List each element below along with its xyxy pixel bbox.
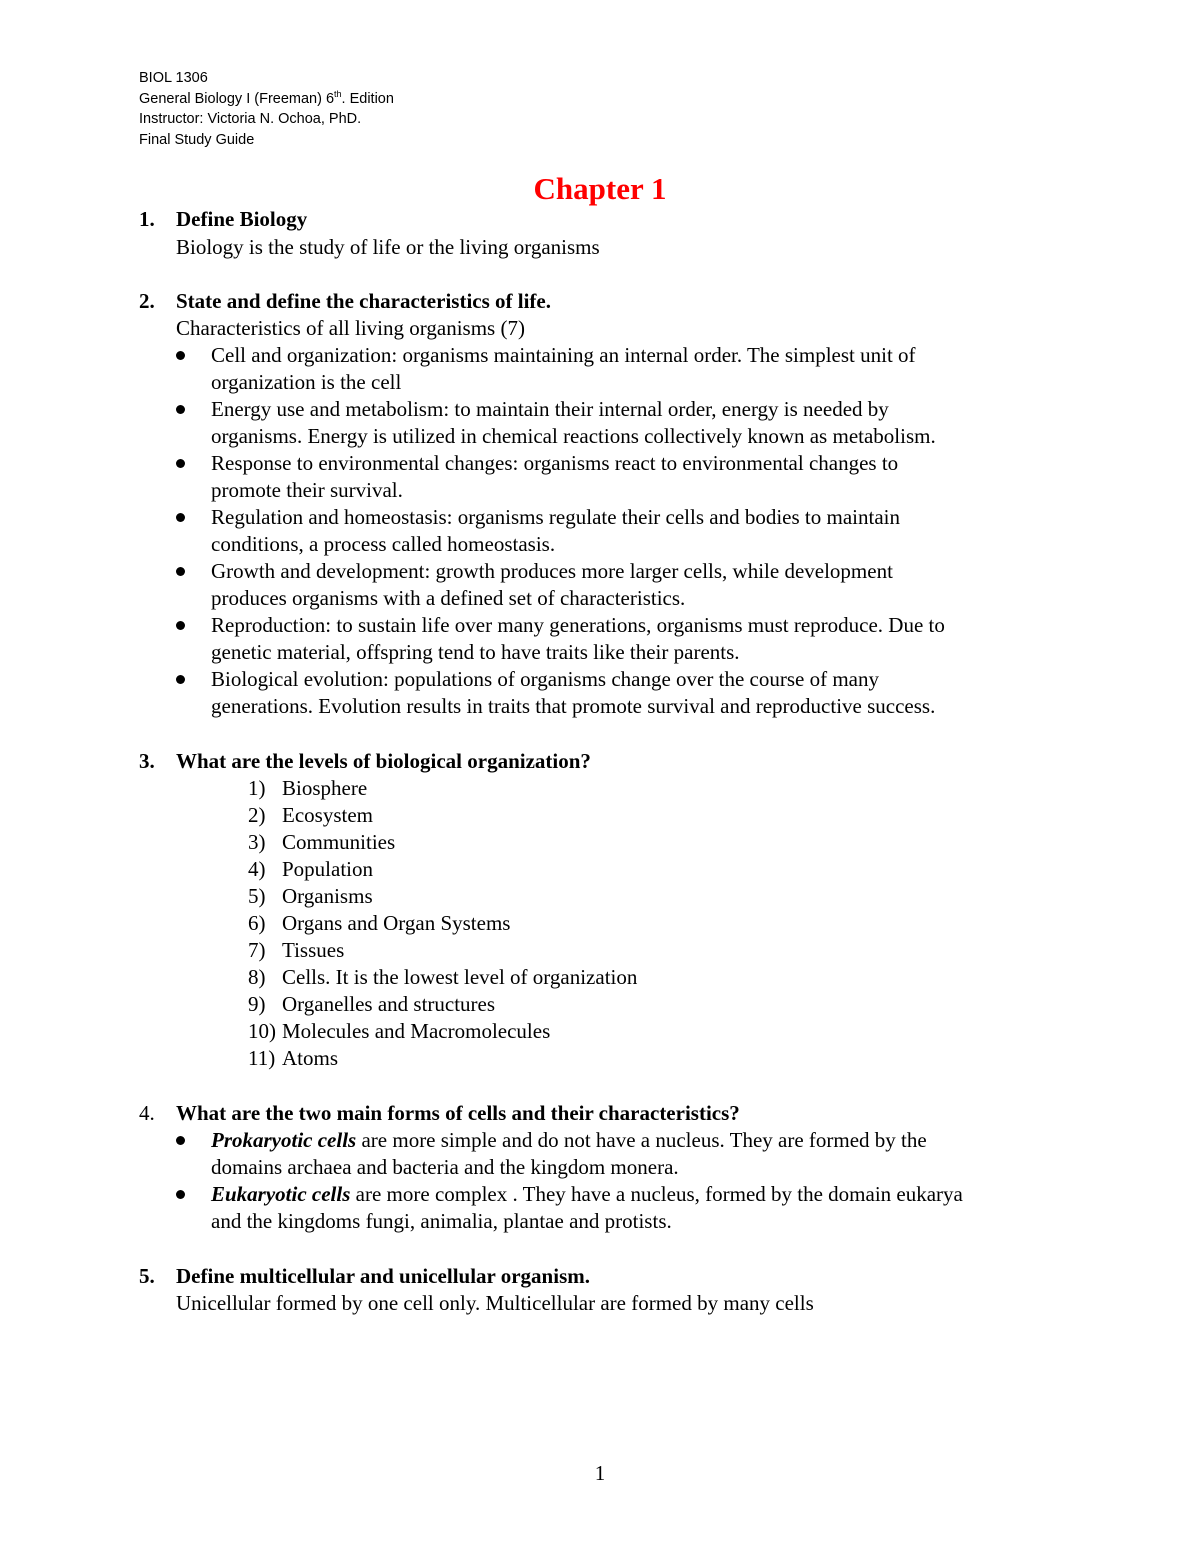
bullet-text-cont: conditions, a process called homeostasis. [211,532,556,556]
bullet-text-cont: domains archaea and bacteria and the kingdom monera. [211,1155,679,1179]
question-number: 3. [139,749,155,773]
answer-intro: Characteristics of all living organisms (7) [176,316,525,340]
term-prokaryotic: Prokaryotic cells [211,1128,357,1152]
list-number: 6) [248,911,266,935]
list-text: Communities [282,830,396,854]
list-text: Ecosystem [282,803,373,827]
bullet-text: Cell and organization: organisms maintaining an internal order. The simplest unit of [211,343,916,367]
document-header [139,68,394,150]
list-number: 2) [248,803,266,827]
term-eukaryotic: Eukaryotic cells [211,1182,351,1206]
bullet-icon [176,351,185,360]
list-number: 9) [248,992,266,1016]
bullet-icon [176,459,185,468]
question-number: 1. [139,207,155,231]
list-number: 1) [248,776,266,800]
bullet-text-cont: promote their survival. [211,478,403,502]
list-number: 5) [248,884,266,908]
bullet-icon [176,675,185,684]
bullet-text: Response to environmental changes: organisms react to environmental changes to [211,451,899,475]
list-text: Population [282,857,374,881]
bullet-icon [176,1190,185,1199]
question-number: 2. [139,289,155,313]
edition-label: . Edition [341,90,394,107]
bullet-text-cont: organization is the cell [211,370,402,394]
instructor-line: Instructor: Victoria N. Ochoa, PhD. [139,111,362,127]
guide-title: Final Study Guide [139,131,255,148]
question-text: What are the two main forms of cells and their characteristics? [176,1101,740,1125]
question-text: State and define the characteristics of life. [176,289,551,313]
page-number: 1 [594,1461,606,1485]
bullet-text-cont: organisms. Energy is utilized in chemical reactions collectively known as metabolism. [211,424,936,448]
list-text: Organisms [282,884,373,908]
list-text: Organs and Organ Systems [282,911,511,935]
question-text: Define multicellular and unicellular organism. [176,1264,590,1288]
answer-text: Biology is the study of life or the living organisms [176,235,600,259]
bullet-text: Regulation and homeostasis: organisms regulate their cells and bodies to maintain [211,505,900,529]
course-code: BIOL 1306 [139,70,208,86]
list-text: Atoms [282,1046,339,1070]
bullet-icon [176,567,185,576]
list-number: 4) [248,857,266,881]
answer-text: Unicellular formed by one cell only. Multicellular are formed by many cells [176,1291,814,1315]
textbook-line [139,89,394,110]
list-text: Organelles and structures [282,992,496,1016]
bullet-icon [176,1136,185,1145]
list-text: Cells. It is the lowest level of organization [282,965,638,989]
bullet-text [211,1181,963,1208]
list-number: 10) [248,1019,276,1043]
bullet-text: Growth and development: growth produces more larger cells, while development [211,559,893,583]
list-number: 8) [248,965,266,989]
list-text: Tissues [282,938,345,962]
list-number: 3) [248,830,266,854]
list-text: Biosphere [282,776,368,800]
bullet-text-cont: generations. Evolution results in traits that promote survival and reproductive success. [211,694,936,718]
bullet-text: Reproduction: to sustain life over many generations, organisms must reproduce. Due to [211,613,945,637]
bullet-text-cont: produces organisms with a defined set of characteristics. [211,586,686,610]
edition-superscript: th [334,88,342,99]
question-number: 4. [139,1101,155,1125]
question-text: Define Biology [176,207,308,231]
bullet-text-cont: genetic material, offspring tend to have traits like their parents. [211,640,740,664]
bullet-icon [176,405,185,414]
textbook-title: General Biology I (Freeman) 6 [139,90,335,107]
chapter-heading: Chapter 1 [533,171,667,206]
question-number: 5. [139,1264,155,1288]
bullet-text: Energy use and metabolism: to maintain their internal order, energy is needed by [211,397,889,421]
list-number: 11) [248,1046,276,1070]
bullet-text [211,1127,927,1154]
term-description: are more complex . They have a nucleus, formed by the domain eukarya [350,1182,963,1206]
question-text: What are the levels of biological organization? [176,749,591,773]
bullet-icon [176,621,185,630]
list-number: 7) [248,938,266,962]
bullet-text-cont: and the kingdoms fungi, animalia, plantae and protists. [211,1209,672,1233]
bullet-text: Biological evolution: populations of organisms change over the course of many [211,667,879,691]
term-description: are more simple and do not have a nucleus. They are formed by the [356,1128,927,1152]
list-text: Molecules and Macromolecules [282,1019,551,1043]
bullet-icon [176,513,185,522]
